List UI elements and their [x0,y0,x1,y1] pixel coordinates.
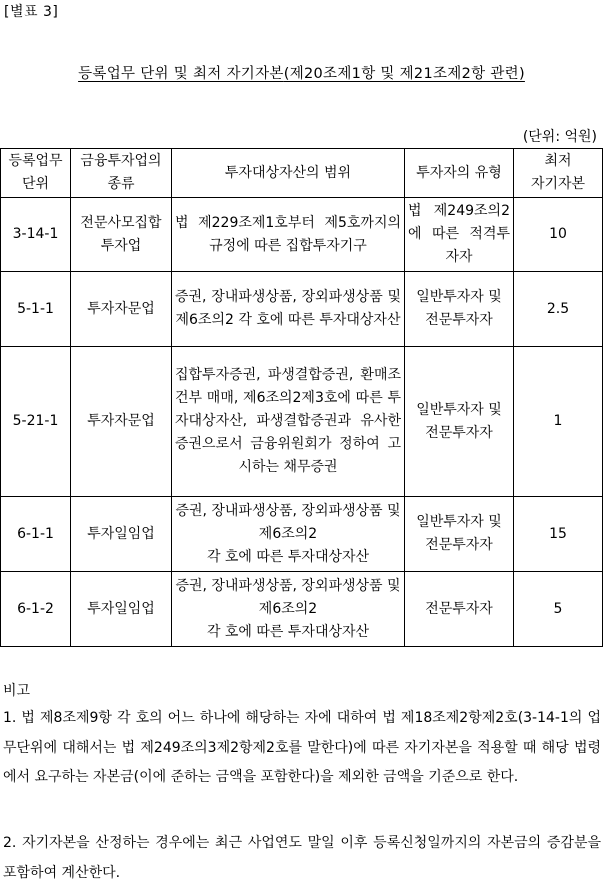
cell-capital: 5 [514,572,603,647]
cell-unit: 5-21-1 [1,347,71,497]
cell-investor: 일반투자자 및 전문투자자 [405,497,514,572]
cell-unit: 3-14-1 [1,198,71,272]
cell-capital: 2.5 [514,272,603,347]
cell-kind: 투자자문업 [71,347,172,497]
cell-investor: 법 제249조의2에 따른 적격투자자 [405,198,514,272]
cell-range: 증권, 장내파생상품, 장외파생상품 및 제6조의2 각 호에 따른 투자대상자산 [172,272,405,347]
cell-range: 증권, 장내파생상품, 장외파생상품 및 제6조의2 각 호에 따른 투자대상자산 [172,572,405,647]
cell-unit: 6-1-1 [1,497,71,572]
unit-note: (단위: 억원) [522,129,597,145]
cell-unit: 5-1-1 [1,272,71,347]
table-row [1,347,603,497]
header-range: 투자대상자산의 범위 [172,149,405,198]
cell-kind: 투자자문업 [71,272,172,347]
cell-investor: 전문투자자 [405,572,514,647]
header-kind: 금융투자업의 종류 [71,149,172,198]
title-main: 등록업무 단위 및 최저 자기자본 [78,66,284,82]
cell-unit: 6-1-2 [1,572,71,647]
table-row [1,198,603,272]
cell-range: 집합투자증권, 파생결합증권, 환매조건부 매매, 제6조의2제3호에 따른 투자대상자산, 파생결합증권과 유사한 증권으로서 금융위원회가 정하여 고시하는 채무증권 [172,347,405,497]
header-unit: 등록업무 단위 [1,149,71,198]
table-row [1,272,603,347]
remark-item: 2. 자기자본을 산정하는 경우에는 최근 사업연도 말일 이후 등록신청일까지의 자본금의 증감분을 포함하여 계산한다. [3,835,601,881]
cell-capital: 1 [514,347,603,497]
document-title [0,62,603,83]
remarks-title: 비고 [3,683,31,699]
table-row [1,497,603,572]
cell-capital: 10 [514,198,603,272]
header-investor: 투자자의 유형 [405,149,514,198]
cell-range: 증권, 장내파생상품, 장외파생상품 및 제6조의2 각 호에 따른 투자대상자산 [172,497,405,572]
annex-label: [별표 3] [4,4,59,20]
table-row [1,572,603,647]
cell-range: 법 제229조제1호부터 제5호까지의 규정에 따른 집합투자기구 [172,198,405,272]
title-suffix: (제20조제1항 및 제21조제2항 관련) [283,66,525,82]
remark-item: 1. 법 제8조제9항 각 호의 어느 하나에 해당하는 자에 대하여 법 제18조제2항제2호(3-14-1의 업무단위에 대해서는 법 제249조의3제2항제2호를 말한다)에 따른 자기자본을 적용할 때 해당 법령에서 요구하는 자본금(이에 준하는 금액을 포함한다)을 제외한 금액을 기준으로 한다. [3,710,601,785]
table-header-row [1,149,603,198]
header-capital: 최저 자기자본 [514,149,603,198]
cell-investor: 일반투자자 및 전문투자자 [405,347,514,497]
capital-requirements-table [0,148,603,647]
cell-kind: 전문사모집합 투자업 [71,198,172,272]
cell-investor: 일반투자자 및 전문투자자 [405,272,514,347]
cell-capital: 15 [514,497,603,572]
cell-kind: 투자일임업 [71,572,172,647]
cell-kind: 투자일임업 [71,497,172,572]
